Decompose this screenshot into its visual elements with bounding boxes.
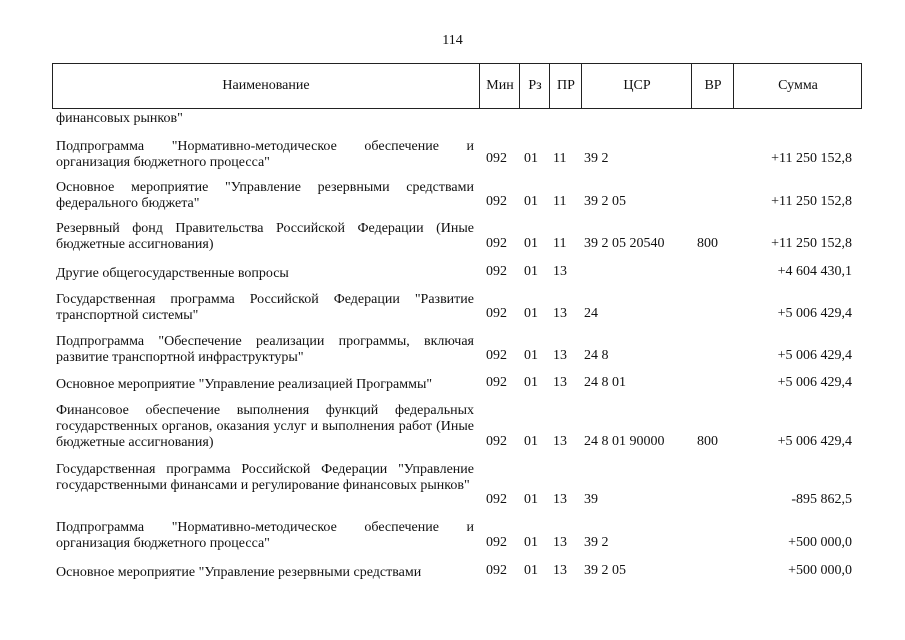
row-sum: +11 250 152,8	[771, 236, 852, 251]
header-min: Мин	[479, 64, 520, 108]
row-sum: +5 006 429,4	[777, 434, 852, 449]
header-csr: ЦСР	[581, 64, 692, 108]
row-rz: 01	[524, 492, 538, 507]
row-name: Подпрограмма "Обеспечение реализации программы, включая развитие транспортной инфраструктуры"	[56, 334, 474, 365]
row-csr: 39 2 05	[584, 563, 626, 578]
row-pr: 13	[553, 535, 567, 550]
row-name: финансовых рынков"	[56, 111, 183, 126]
table-header	[52, 63, 862, 109]
row-pr: 13	[553, 264, 567, 279]
row-name: Подпрограмма "Нормативно-методическое обеспечение и организация бюджетного процесса"	[56, 520, 474, 551]
row-csr: 39	[584, 492, 598, 507]
row-name: Другие общегосударственные вопросы	[56, 266, 289, 281]
row-pr: 11	[553, 151, 567, 166]
table-row	[52, 139, 862, 171]
row-rz: 01	[524, 348, 538, 363]
row-min: 092	[486, 306, 507, 321]
row-pr: 13	[553, 348, 567, 363]
row-csr: 39 2 05	[584, 194, 626, 209]
row-csr: 39 2	[584, 535, 609, 550]
header-pr: ПР	[549, 64, 582, 108]
row-sum: -895 862,5	[791, 492, 852, 507]
row-rz: 01	[524, 306, 538, 321]
row-min: 092	[486, 492, 507, 507]
row-rz: 01	[524, 434, 538, 449]
row-name: Резервный фонд Правительства Российской Федерации (Иные бюджетные ассигнования)	[56, 221, 474, 252]
row-name: Государственная программа Российской Федерации "Развитие транспортной системы"	[56, 292, 474, 323]
row-min: 092	[486, 264, 507, 279]
continuation-row	[52, 111, 862, 127]
row-sum: +4 604 430,1	[777, 264, 852, 279]
page-number: 114	[442, 33, 463, 48]
header-vr: ВР	[691, 64, 734, 108]
row-csr: 24 8 01 90000	[584, 434, 665, 449]
table-row	[52, 334, 862, 366]
row-name: Основное мероприятие "Управление реализацией Программы"	[56, 377, 433, 392]
row-min: 092	[486, 151, 507, 166]
row-csr: 39 2 05 20540	[584, 236, 665, 251]
row-name: Основное мероприятие "Управление резервными средствами	[56, 565, 422, 580]
row-rz: 01	[524, 151, 538, 166]
row-rz: 01	[524, 535, 538, 550]
table-row	[52, 180, 862, 212]
table-row	[52, 264, 862, 280]
table-row	[52, 462, 862, 510]
row-rz: 01	[524, 194, 538, 209]
row-csr: 39 2	[584, 151, 609, 166]
row-min: 092	[486, 375, 507, 390]
row-sum: +5 006 429,4	[777, 348, 852, 363]
row-name: Финансовое обеспечение выполнения функций федеральных государственных органов, оказания услуг и выполнения работ (Иные бюджетные ассигнования)	[56, 403, 474, 450]
row-vr: 800	[697, 434, 718, 449]
row-pr: 13	[553, 306, 567, 321]
row-sum: +5 006 429,4	[777, 375, 852, 390]
table-row	[52, 221, 862, 253]
row-min: 092	[486, 563, 507, 578]
header-sum: Сумма	[733, 64, 862, 108]
row-rz: 01	[524, 236, 538, 251]
row-name: Подпрограмма "Нормативно-методическое обеспечение и организация бюджетного процесса"	[56, 139, 474, 170]
table-row	[52, 375, 862, 391]
row-pr: 13	[553, 492, 567, 507]
row-rz: 01	[524, 264, 538, 279]
row-sum: +11 250 152,8	[771, 194, 852, 209]
table-row	[52, 563, 862, 579]
header-rz: Рз	[519, 64, 550, 108]
row-min: 092	[486, 194, 507, 209]
row-min: 092	[486, 434, 507, 449]
row-sum: +5 006 429,4	[777, 306, 852, 321]
row-sum: +11 250 152,8	[771, 151, 852, 166]
row-pr: 13	[553, 434, 567, 449]
header-name: Наименование	[222, 78, 310, 93]
row-min: 092	[486, 236, 507, 251]
row-rz: 01	[524, 375, 538, 390]
row-name: Государственная программа Российской Федерации "Управление государственными финансами и регулирование финансовых рынков"	[56, 462, 474, 493]
row-min: 092	[486, 348, 507, 363]
table-row	[52, 520, 862, 552]
row-rz: 01	[524, 563, 538, 578]
table-row	[52, 403, 862, 451]
row-name: Основное мероприятие "Управление резервными средствами федерального бюджета"	[56, 180, 474, 211]
row-pr: 13	[553, 563, 567, 578]
row-sum: +500 000,0	[788, 535, 852, 550]
row-sum: +500 000,0	[788, 563, 852, 578]
row-pr: 11	[553, 194, 567, 209]
table-row	[52, 292, 862, 324]
row-pr: 11	[553, 236, 567, 251]
row-vr: 800	[697, 236, 718, 251]
row-pr: 13	[553, 375, 567, 390]
row-csr: 24 8 01	[584, 375, 626, 390]
row-csr: 24 8	[584, 348, 609, 363]
row-csr: 24	[584, 306, 598, 321]
row-min: 092	[486, 535, 507, 550]
